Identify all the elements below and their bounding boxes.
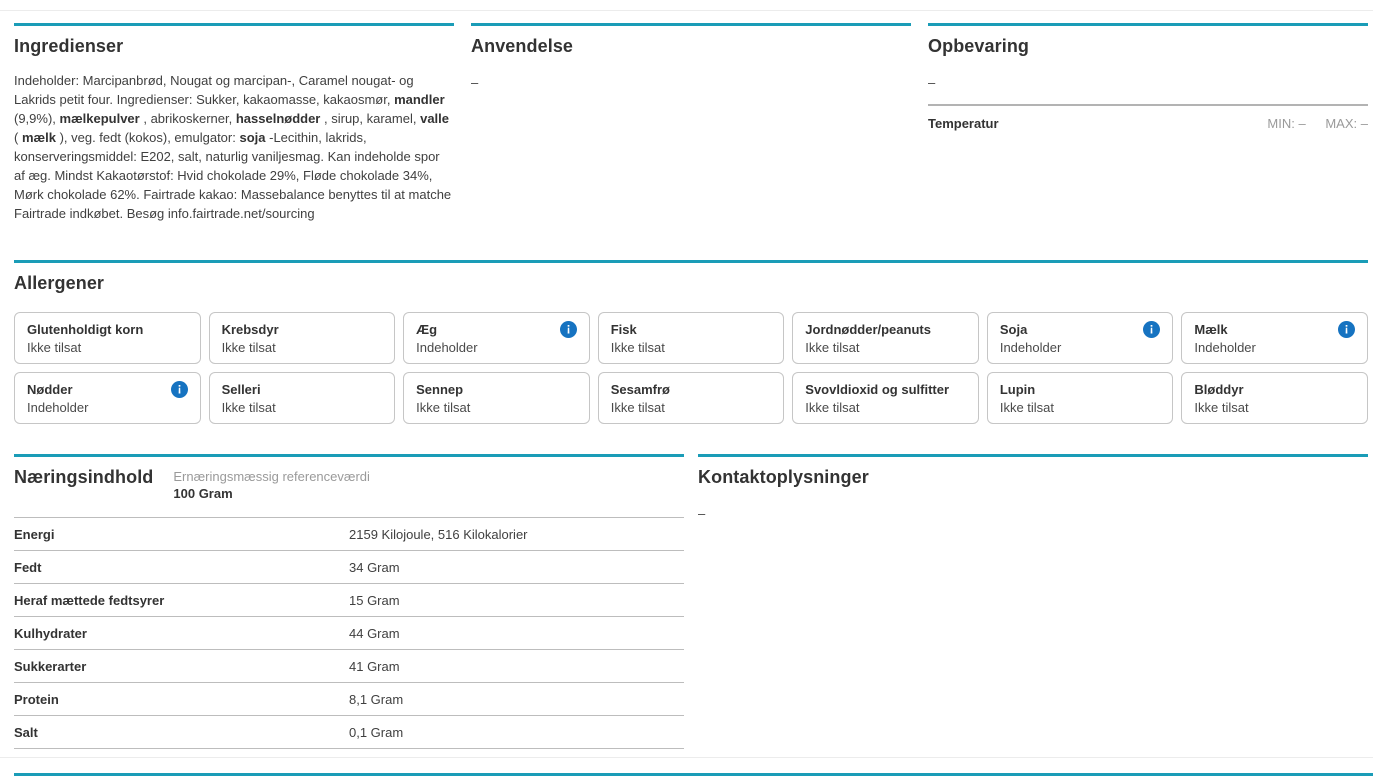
- allergen-card: [987, 372, 1174, 424]
- usage-section: [471, 23, 911, 236]
- temperature-row: [928, 116, 1368, 131]
- allergen-name: Selleri: [221, 381, 261, 397]
- allergen-name: Jordnødder/peanuts: [805, 321, 931, 337]
- allergen-status: Ikke tilsat: [610, 340, 665, 355]
- ingredients-title: Ingredienser: [14, 36, 124, 56]
- allergen-name: Bløddyr: [1194, 381, 1244, 397]
- nutrition-row-label: Protein: [14, 692, 59, 707]
- storage-title: Opbevaring: [928, 36, 1030, 56]
- ingredients-text-segment: mælk: [21, 130, 56, 145]
- storage-value: –: [928, 75, 936, 90]
- allergen-card-header: [611, 320, 772, 338]
- temperature-minmax: [1267, 116, 1368, 131]
- section-accent-rule: [698, 454, 1368, 457]
- top-sections: [14, 23, 1368, 236]
- allergen-status: Indeholder: [1194, 340, 1256, 355]
- ingredients-text-segment: soja: [239, 130, 266, 145]
- nutrition-header: [14, 467, 684, 501]
- allergen-card: [14, 372, 201, 424]
- allergen-status: Ikke tilsat: [999, 400, 1055, 415]
- nutrition-row-label: Heraf mættede fedtsyrer: [14, 593, 165, 608]
- storage-divider: [928, 104, 1368, 106]
- bottom-sections: [14, 454, 1368, 749]
- allergen-card-header: [27, 380, 188, 398]
- allergen-status: Ikke tilsat: [610, 400, 665, 415]
- ingredients-text-segment: mælkepulver: [59, 111, 140, 126]
- contact-value: –: [698, 506, 706, 521]
- allergen-card: [1181, 312, 1368, 364]
- nutrition-row-label: Fedt: [14, 560, 42, 575]
- contains-alert-icon: [1338, 321, 1355, 338]
- contains-alert-icon: [560, 321, 577, 338]
- allergen-name: Krebsdyr: [221, 321, 279, 337]
- ingredients-text-segment: (9,9%),: [14, 111, 60, 126]
- allergen-card-header: [222, 380, 383, 398]
- allergen-name: Glutenholdigt korn: [27, 321, 144, 337]
- nutrition-row: [14, 649, 684, 682]
- allergen-status: Indeholder: [999, 340, 1062, 355]
- nutrition-subtitle: Ernæringsmæssig referenceværdi: [173, 469, 370, 484]
- allergen-card: [598, 312, 785, 364]
- allergen-card: [209, 312, 396, 364]
- ingredients-section: [14, 23, 454, 236]
- section-accent-rule: [928, 23, 1368, 26]
- contact-title: Kontaktoplysninger: [698, 467, 869, 487]
- allergen-card: [14, 312, 201, 364]
- temperature-label: Temperatur: [928, 116, 999, 131]
- temperature-min-label: MIN:: [1267, 116, 1295, 131]
- nutrition-row: [14, 583, 684, 616]
- ingredients-text-segment: mandler: [394, 92, 445, 107]
- allergen-status: Indeholder: [27, 400, 89, 415]
- allergen-status: Ikke tilsat: [805, 340, 860, 355]
- nutrition-row-label: Sukkerarter: [14, 659, 87, 674]
- nutrition-table: [14, 517, 684, 749]
- temperature-max-value: –: [1360, 116, 1368, 131]
- storage-section: [928, 23, 1368, 236]
- nutrition-basis: 100 Gram: [173, 486, 233, 501]
- allergen-name: Æg: [416, 321, 438, 337]
- allergen-card: [403, 372, 590, 424]
- allergen-name: Mælk: [1194, 321, 1228, 337]
- allergen-name: Soja: [999, 321, 1028, 337]
- nutrition-row: [14, 682, 684, 715]
- nutrition-reference: [173, 467, 370, 501]
- usage-title: Anvendelse: [471, 36, 574, 56]
- allergens-section: [14, 260, 1368, 424]
- allergen-name: Sesamfrø: [610, 381, 670, 397]
- ingredients-text-segment: Indeholder: Marcipanbrød, Nougat og marcipan-, Caramel nougat- og Lakrids petit four. Ingredienser: Sukker, kakaomasse, kakaosmør,: [14, 73, 414, 107]
- ingredients-text: [14, 71, 454, 223]
- allergen-status: Ikke tilsat: [27, 340, 82, 355]
- ingredients-text-segment: hasselnødder: [235, 111, 321, 126]
- nutrition-title: Næringsindhold: [14, 467, 154, 487]
- nutrition-row-label: Kulhydrater: [14, 626, 87, 641]
- ingredients-text-segment: -Lecithin, lakrids, konserveringsmiddel: E202, salt, naturlig vaniljesmag. Kan indeholde spor af æg. Mindst Kakaotørstof: Hvid chokolade 29%, Fløde chokolade 34%, Mørk chokolade 62%. Fairtrade kakao: Massebalance benyttes til at matche Fairtrade indkøbet. Besøg info.fairtrade.net/sourcing: [14, 130, 452, 221]
- allergen-card-header: [27, 320, 188, 338]
- allergen-card: [987, 312, 1174, 364]
- nutrition-row: [14, 517, 684, 550]
- temperature-min-value: –: [1298, 116, 1306, 131]
- allergen-card: [403, 312, 590, 364]
- ingredients-text-segment: ), veg. fedt (kokos), emulgator:: [59, 130, 240, 145]
- contains-alert-icon: [171, 381, 188, 398]
- contact-section: [698, 454, 1368, 749]
- allergen-card-header: [222, 320, 383, 338]
- nutrition-row-value: 2159 Kilojoule, 516 Kilokalorier: [349, 527, 528, 542]
- allergens-title: Allergener: [14, 273, 105, 293]
- nutrition-row-value: 8,1 Gram: [349, 692, 404, 707]
- allergen-name: Nødder: [27, 381, 73, 397]
- allergen-card: [792, 312, 979, 364]
- allergen-card: [792, 372, 979, 424]
- allergen-card-header: [416, 380, 577, 398]
- allergen-status: Ikke tilsat: [805, 400, 860, 415]
- top-divider: [0, 10, 1373, 11]
- allergen-status: Indeholder: [416, 340, 478, 355]
- nutrition-row-label: Energi: [14, 527, 55, 542]
- allergen-card-header: [805, 380, 966, 398]
- allergen-status: Ikke tilsat: [221, 340, 276, 355]
- allergen-card: [598, 372, 785, 424]
- section-accent-rule: [471, 23, 911, 26]
- bottom-divider: [0, 757, 1373, 758]
- allergen-status: Ikke tilsat: [416, 400, 471, 415]
- allergen-card-header: [1000, 380, 1161, 398]
- product-spec-page: [0, 10, 1373, 776]
- ingredients-text-segment: , sirup, karamel,: [324, 111, 421, 126]
- allergen-status: Ikke tilsat: [221, 400, 276, 415]
- allergen-card-header: [805, 320, 966, 338]
- nutrition-row-label: Salt: [14, 725, 38, 740]
- allergen-card: [1181, 372, 1368, 424]
- nutrition-row-value: 44 Gram: [349, 626, 400, 641]
- nutrition-row-value: 15 Gram: [349, 593, 400, 608]
- allergen-card-header: [1000, 320, 1161, 338]
- allergen-card-header: [1194, 320, 1355, 338]
- usage-value: –: [471, 75, 479, 90]
- allergen-name: Lupin: [999, 381, 1036, 397]
- nutrition-row-value: 0,1 Gram: [349, 725, 404, 740]
- nutrition-row-value: 34 Gram: [349, 560, 400, 575]
- section-accent-rule: [14, 260, 1368, 263]
- allergen-card: [209, 372, 396, 424]
- ingredients-text-segment: valle: [420, 111, 450, 126]
- nutrition-section: [14, 454, 684, 749]
- section-accent-rule: [14, 454, 684, 457]
- allergen-card-header: [611, 380, 772, 398]
- nutrition-row: [14, 715, 684, 749]
- temperature-min: [1267, 116, 1305, 131]
- nutrition-row-value: 41 Gram: [349, 659, 400, 674]
- temperature-max: [1325, 116, 1368, 131]
- allergen-status: Ikke tilsat: [1194, 400, 1249, 415]
- nutrition-row: [14, 616, 684, 649]
- allergen-card-header: [416, 320, 577, 338]
- allergen-name: Svovldioxid og sulfitter: [805, 381, 950, 397]
- allergen-name: Fisk: [610, 321, 637, 337]
- section-accent-rule: [14, 23, 454, 26]
- temperature-max-label: MAX:: [1325, 116, 1358, 131]
- allergen-card-header: [1194, 380, 1355, 398]
- contains-alert-icon: [1143, 321, 1160, 338]
- allergen-grid: [14, 312, 1368, 424]
- ingredients-text-segment: (: [14, 130, 19, 145]
- nutrition-row: [14, 550, 684, 583]
- ingredients-text-segment: , abrikoskerner,: [143, 111, 236, 126]
- allergen-name: Sennep: [416, 381, 464, 397]
